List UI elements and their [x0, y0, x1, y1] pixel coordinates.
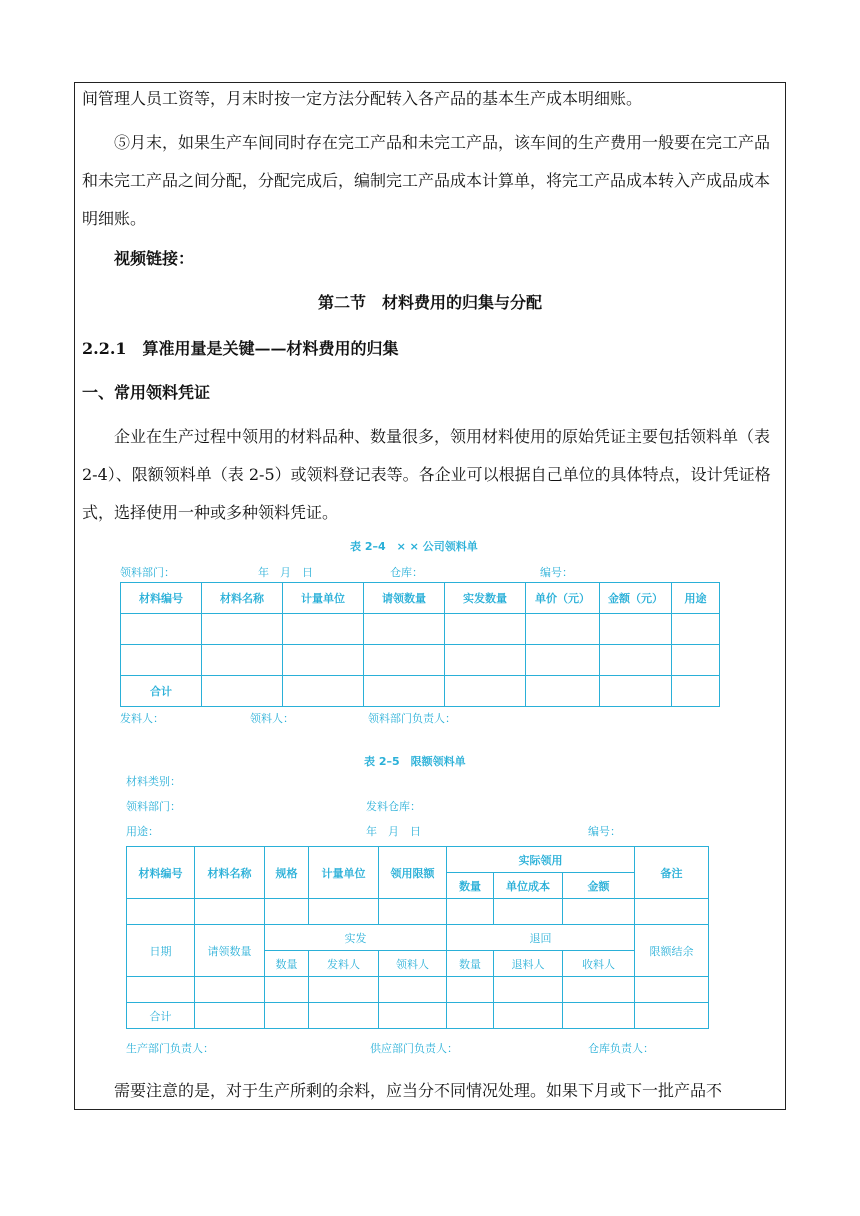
header-returned: 退回	[447, 925, 635, 951]
table-cell	[283, 676, 364, 707]
table-cell	[309, 899, 379, 925]
table-cell	[364, 645, 445, 676]
video-link-label: 视频链接：	[114, 249, 195, 268]
table-cell	[127, 977, 195, 1003]
table-total-row	[127, 1003, 709, 1029]
table-cell	[202, 614, 283, 645]
table-2-4-header: 单价（元）	[526, 583, 600, 614]
table-2-5-supply-head: 供应部门负责人：	[370, 1042, 458, 1055]
table-2-5-issue-warehouse: 发料仓库：	[366, 800, 421, 813]
table-cell	[635, 899, 709, 925]
heading-common-vouchers: 一、常用领料凭证	[82, 383, 211, 402]
subsection-title: 2.2.1 算准用量是关键——材料费用的归集	[82, 339, 399, 358]
table-2-4-header: 材料编号	[121, 583, 202, 614]
header-unit-cost: 单位成本	[494, 873, 563, 899]
table-cell	[494, 1003, 563, 1029]
table-cell	[265, 899, 309, 925]
table-2-5-date: 年 月 日	[366, 825, 421, 838]
header-amount: 金额	[563, 873, 635, 899]
table-cell	[445, 614, 526, 645]
table-2-4-issuer: 发料人：	[120, 712, 164, 725]
table-cell	[309, 977, 379, 1003]
header-unit: 计量单位	[309, 847, 379, 899]
table-2-5	[126, 846, 709, 1029]
header-returned-qty: 数量	[447, 951, 494, 977]
table-2-4	[120, 582, 720, 707]
paragraph-2: ⑤月末，如果生产车间同时存在完工产品和未完工产品，该车间的生产费用一般要在完工产品和未完工产品之间分配，分配完成后，编制完工产品成本计算单，将完工产品成本转入产成品成本明细账。	[82, 133, 771, 228]
header-spec: 规格	[265, 847, 309, 899]
table-cell	[563, 977, 635, 1003]
header-remark: 备注	[635, 847, 709, 899]
header-name: 材料名称	[195, 847, 265, 899]
table-cell	[309, 1003, 379, 1029]
table-2-5-prod-head: 生产部门负责人：	[126, 1042, 214, 1055]
table-2-5-dept: 领料部门：	[126, 800, 181, 813]
table-cell	[672, 645, 720, 676]
table-cell	[635, 977, 709, 1003]
table-cell	[672, 614, 720, 645]
table-cell	[364, 676, 445, 707]
table-cell	[379, 977, 447, 1003]
table-2-5-section2-row-1	[127, 925, 709, 951]
table-row	[121, 614, 720, 645]
table-cell	[494, 977, 563, 1003]
header-returner: 退料人	[494, 951, 563, 977]
table-cell	[195, 899, 265, 925]
table-cell	[447, 1003, 494, 1029]
table-2-4-dept: 领料部门：	[120, 566, 175, 579]
header-issued-qty: 数量	[265, 951, 309, 977]
header-requested: 请领数量	[195, 925, 265, 977]
table-2-4-header-row	[121, 583, 720, 614]
table-cell	[447, 899, 494, 925]
table-2-5-warehouse-head: 仓库负责人：	[588, 1042, 654, 1055]
table-cell	[202, 676, 283, 707]
paragraph-3: 企业在生产过程中领用的材料品种、数量很多，领用材料使用的原始凭证主要包括领料单（表 2-4）、限额领料单（表 2-5）或领料登记表等。各企业可以根据自己单位的具体特点，设计凭证格式，选择使用一种或多种领料凭证。	[82, 427, 771, 522]
header-date: 日期	[127, 925, 195, 977]
table-2-4-header: 金额（元）	[600, 583, 672, 614]
table-2-4-header: 计量单位	[283, 583, 364, 614]
header-limit: 领用限额	[379, 847, 447, 899]
header-limit-balance: 限额结余	[635, 925, 709, 977]
header-collector: 收料人	[563, 951, 635, 977]
table-cell	[600, 614, 672, 645]
table-cell	[379, 1003, 447, 1029]
table-row	[121, 645, 720, 676]
table-cell	[195, 1003, 265, 1029]
table-cell	[379, 899, 447, 925]
table-cell	[494, 899, 563, 925]
paragraph-1: 间管理人员工资等，月末时按一定方法分配转入各产品的基本生产成本明细账。	[82, 89, 643, 108]
table-cell	[672, 676, 720, 707]
table-2-4-date: 年 月 日	[258, 566, 313, 579]
table-cell	[526, 645, 600, 676]
table-cell	[526, 614, 600, 645]
table-row	[127, 899, 709, 925]
table-total-row	[121, 676, 720, 707]
table-2-4-number: 编号：	[540, 566, 573, 579]
header-qty: 数量	[447, 873, 494, 899]
table-2-4-header: 材料名称	[202, 583, 283, 614]
table-cell	[127, 899, 195, 925]
header-code: 材料编号	[127, 847, 195, 899]
table-cell	[445, 645, 526, 676]
section-title: 第二节 材料费用的归集与分配	[317, 293, 542, 312]
table-cell	[283, 645, 364, 676]
table-2-4-title: 表 2–4 × × 公司领料单	[350, 540, 478, 553]
table-2-4-warehouse: 仓库：	[390, 566, 423, 579]
table-cell	[202, 645, 283, 676]
table-cell	[265, 977, 309, 1003]
table-cell	[563, 1003, 635, 1029]
total-label: 合计	[127, 1003, 195, 1029]
table-cell	[526, 676, 600, 707]
table-2-5-number: 编号：	[588, 825, 621, 838]
table-cell	[600, 676, 672, 707]
table-cell	[364, 614, 445, 645]
table-cell	[195, 977, 265, 1003]
table-2-4-dept-head: 领料部门负责人：	[368, 712, 456, 725]
table-2-5-header-row-1	[127, 847, 709, 873]
table-2-4-header: 请领数量	[364, 583, 445, 614]
table-2-5-category: 材料类别：	[126, 775, 181, 788]
header-receiver: 领料人	[379, 951, 447, 977]
table-2-4-header: 实发数量	[445, 583, 526, 614]
table-row	[127, 977, 709, 1003]
table-2-5-title: 表 2–5 限额领料单	[364, 755, 466, 768]
table-cell	[635, 1003, 709, 1029]
table-cell	[600, 645, 672, 676]
table-cell	[445, 676, 526, 707]
table-2-4-receiver: 领料人：	[250, 712, 294, 725]
header-issued: 实发	[265, 925, 447, 951]
table-2-4-header: 用途	[672, 583, 720, 614]
table-cell	[447, 977, 494, 1003]
paragraph-4: 需要注意的是，对于生产所剩的余料，应当分不同情况处理。如果下月或下一批产品不	[114, 1081, 723, 1100]
total-label: 合计	[121, 676, 202, 707]
header-actual: 实际领用	[447, 847, 635, 873]
table-cell	[121, 614, 202, 645]
table-2-5-purpose: 用途：	[126, 825, 159, 838]
header-issuer: 发料人	[309, 951, 379, 977]
table-cell	[283, 614, 364, 645]
table-cell	[563, 899, 635, 925]
table-cell	[265, 1003, 309, 1029]
table-cell	[121, 645, 202, 676]
